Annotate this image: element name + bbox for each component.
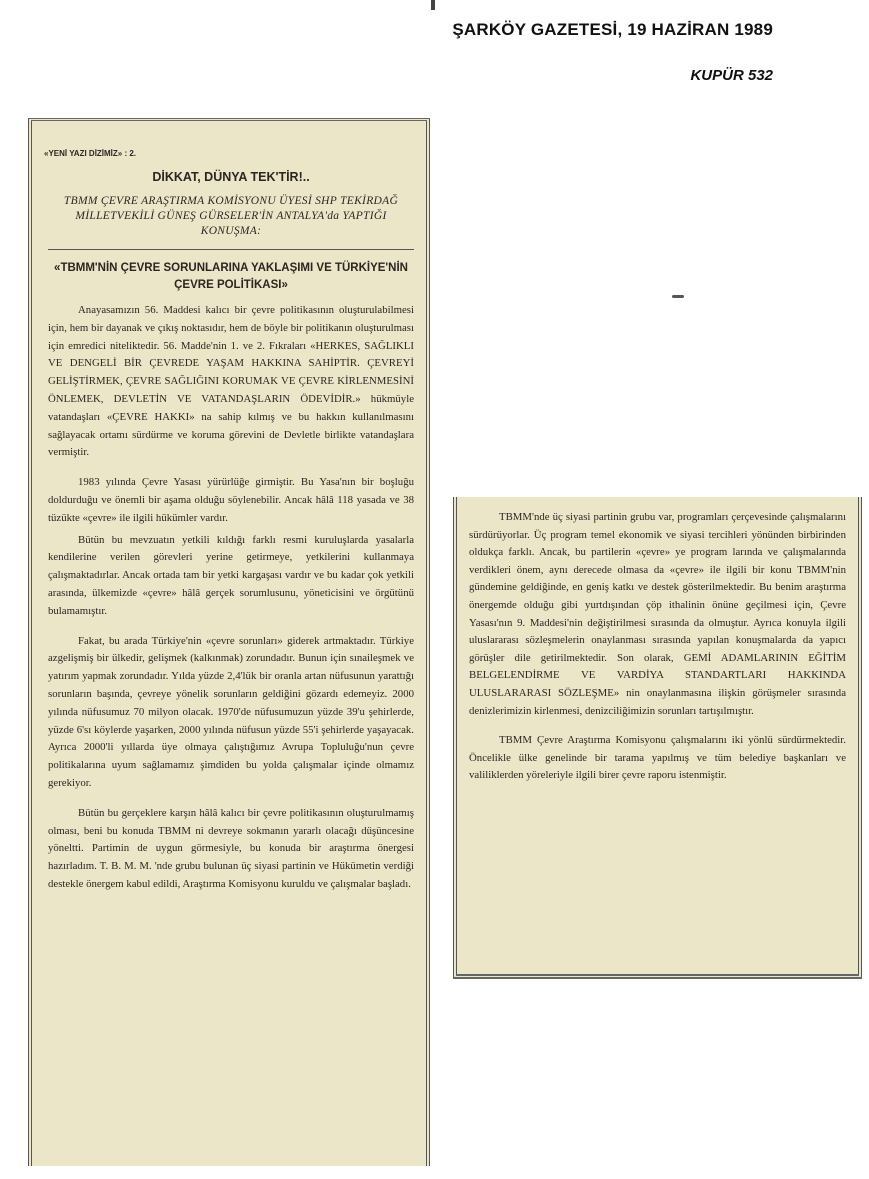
article-subtitle: TBMM ÇEVRE ARAŞTIRMA KOMİSYONU ÜYESİ SHP TEKİRDAĞ MİLLETVEKİLİ GÜNEŞ GÜRSELER'İN ANTALYA'da YAPTIĞI KONUŞMA: — [63, 195, 399, 237]
paragraph: Fakat, bu arada Türkiye'nin «çevre sorunları» giderek artmaktadır. Türkiye azgelişmiş bir ülkedir, gelişmek (kalkınmak) zorundadır. Bunun için sınaileşmek ve yatırım yapmak zorundadır. Yılda yüzde 2,4'lük bir oranla artan nüfusunun yarattığı sorunların başında, çevreye yönelik sorunların geldiğini gözardı edemeyiz. 2000 yılında nüfusumuz 70 milyon olacak. 1970'de nüfusumuzun yüzde 39'u şehirlerde, yüzde 6'sı köylerde yaşarken, 2000 yılında nüfusun yüzde 55'i şehirlerde yaşayacak. Ayrıca 2000'li yıllarda üye olmaya çalıştığımız Avrupa Topluluğu'nun çevre politikalarına uyum sağlamamız şimdiden bu yolda çalışmalar içinde olmamız gerekiyor. — [48, 634, 414, 789]
scan-speck — [672, 295, 684, 298]
article-headline: DİKKAT, DÜNYA TEK'TİR!.. — [152, 170, 310, 184]
paragraph: 1983 yılında Çevre Yasası yürürlüğe girmiştir. Bu Yasa'nın bir boşluğu doldurduğu ve önemli bir aşama olduğu söylenebilir. Ancak hâlâ 118 yasada ve 38 tüzükte «çevre» ile ilgili hükümler vardır. — [48, 476, 414, 524]
scan-mark — [431, 0, 435, 10]
paragraph: Bütün bu mevzuatın yetkili kıldığı farklı resmi kuruluşlarda yasalarla kendilerine verilen görevleri yerine getirmeye, yetkilerini kullanmaya çalışmaktadırlar. Ancak ortada tam bir yetki kargaşası vardır ve bu kadar çok yetkili arasında, ülkemizde «çevre» hâlâ gerçek sorumlusunu, yöneticisini ve örgütünü bulamamıştır. — [48, 533, 414, 617]
article-clipping-left — [28, 118, 430, 1166]
paragraph: Bütün bu gerçeklere karşın hâlâ kalıcı bir çevre politikasının oluşturulmamış olması, beni bu konuda TBMM ni devreye sokmanın yararlı olacağı düşüncesine yöneltti. Partimin de uygun görmesiyle, bu konuda bir araştırma önergesi hazırladım. T. B. M. M. 'nde grubu bulunan üç siyasi partinin ve Hükümetin verdiği destekle önergem kabul edildi, Araştırma Komisyonu kuruldu ve çalışmalar başladı. — [48, 806, 414, 890]
paragraph: TBMM Çevre Araştırma Komisyonu çalışmalarını iki yönlü sürdürmektedir. Öncelikle ülke genelinde bir tarama yapılmış ve tüm belediye başkanları ve valiliklerden yöreleriyle ilgili birer çevre raporu istenmiştir. — [469, 734, 846, 782]
clipping-number: KUPÜR 532 — [690, 67, 773, 84]
paragraph: Anayasamızın 56. Maddesi kalıcı bir çevre politikasının oluşturulabilmesi için, hem bir dayanak ve çıkış noktasıdır, hem de böyle bir politikanın oluşturulması için emredici niteliktedir. 56. Madde'nin 1. ve 2. Fıkraları «HERKES, SAĞLIKLI VE DENGELİ BİR ÇEVREDE YAŞAM HAKKINA SAHİPTİR. ÇEVREYİ GELİŞTİRMEK, ÇEVRE SAĞLIĞINI KORUMAK VE ÇEVRE KİRLENMESİNİ ÖNLEMEK, DEVLETİN VE VATANDAŞLARIN ÖDEVİDİR.» hükmüyle vatandaşları «ÇEVRE HAKKI» na sahip kılmış ve bu hakkın kullanılmasını sağlayacak ortamı sürdürme ve koruma görevini de Devletle birlikte vatandaşlara vermiştir. — [48, 304, 414, 459]
article-subheading: «TBMM'NİN ÇEVRE SORUNLARINA YAKLAŞIMI VE TÜRKİYE'NİN ÇEVRE POLİTİKASI» — [54, 262, 408, 291]
series-label: «YENİ YAZI DİZİMİZ» : 2. — [44, 149, 137, 158]
article-clipping-right — [453, 497, 862, 979]
divider — [48, 249, 414, 250]
newspaper-header: ŞARKÖY GAZETESİ, 19 HAZİRAN 1989 — [452, 20, 773, 39]
paragraph: TBMM'nde üç siyasi partinin grubu var, programları çerçevesinde çalışmalarını sürdürüyorlar. Üç program temel ekonomik ve siyasi tercihleri yönünden birbirinden oldukça farklı. Ancak, bu partilerin «çevre» ye program larında ve çalışmalarında verdikleri önem, aynı derecede olmasa da «çevre» ile ilgili bir konu TBMM'nin gündemine geldiğinde, en geniş katkı ve destek gösterilmektedir. Bu benim araştırma önergemde olduğu gibi yurtdışından çöp ithalinin önüne geçilmesi için, Çevre Yasası'nın 9. Maddesi'nin değiştirilmesi sırasında da olmuştur. Ayrıca konuyla ilgili uluslararası sözleşmelerin onaylanması sırasında yapılan konuşmalarda da yapıcı görüşler dile getirilmektedir. Son olarak, GEMİ ADAMLARININ EĞİTİM BELGELENDİRME VE VARDİYA STANDARTLARI HAKKINDA ULUSLARARASI SÖZLEŞME» nin onaylanmasına ilişkin görüşmeler sırasında denizlerimizin kirlenmesi, denizciliğimizin sorunları tartışılmıştır. — [469, 511, 846, 717]
